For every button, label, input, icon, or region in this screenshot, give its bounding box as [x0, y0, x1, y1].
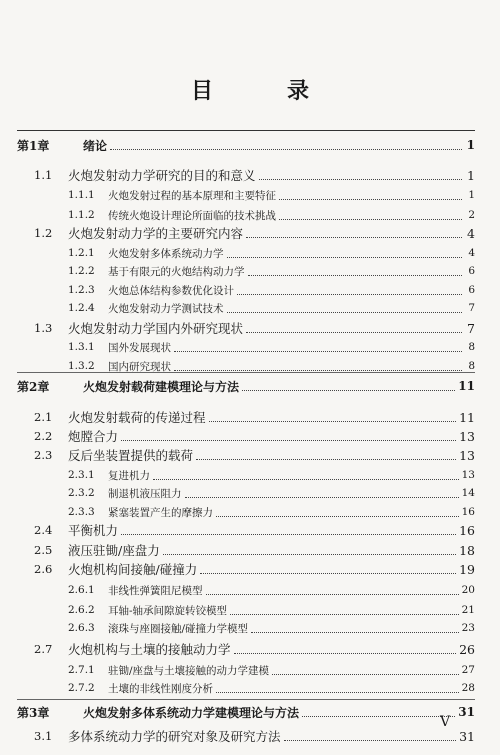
- page-number: V: [440, 714, 451, 730]
- toc-entry-title: 反后坐装置提供的载荷: [68, 448, 194, 463]
- toc-entry-page: 1: [466, 138, 475, 152]
- dot-leader: [284, 739, 457, 741]
- toc-entry-page: 18: [459, 542, 475, 558]
- toc-entry-page: 26: [459, 641, 475, 657]
- toc-entry-sub[interactable]: [17, 186, 475, 204]
- dot-leader: [251, 631, 459, 633]
- toc-entry-title: 火炮发射过程的基本原理和主要特征: [108, 189, 276, 202]
- toc-entry-sub[interactable]: [17, 338, 475, 356]
- toc-entry-sub[interactable]: [17, 484, 475, 502]
- toc-entry-number: 2.7.2: [68, 682, 95, 694]
- toc-entry-page: 6: [468, 284, 475, 296]
- dot-leader: [196, 458, 456, 460]
- toc-entry-number: 2.7: [34, 642, 53, 656]
- toc-entry-title: 火炮总体结构参数优化设计: [108, 284, 234, 297]
- toc-entry-title: 平衡机力: [68, 523, 119, 538]
- toc-entry-section[interactable]: [17, 446, 475, 464]
- toc-entry-page: 6: [468, 265, 475, 277]
- toc-entry-section[interactable]: [17, 541, 475, 559]
- toc-entry-page: 20: [461, 584, 475, 596]
- toc-entry-page: 11: [459, 409, 475, 425]
- dot-leader: [209, 420, 457, 422]
- toc-entry-number: 1.3: [34, 321, 53, 335]
- dot-leader: [227, 256, 463, 258]
- dot-leader: [206, 593, 459, 595]
- toc-entry-page: 13: [461, 469, 475, 481]
- toc-entry-title: 多体系统动力学的研究对象及研究方法: [68, 729, 281, 744]
- toc-entry-page: 23: [461, 622, 475, 634]
- toc-entry-section[interactable]: [17, 521, 475, 539]
- toc-entry-title: 制退机液压阻力: [108, 487, 182, 500]
- toc-entry-title: 土壤的非线性刚度分析: [108, 682, 213, 695]
- toc-entry-section[interactable]: [17, 319, 475, 337]
- header-rule: [17, 130, 475, 131]
- toc-entry-sub[interactable]: [17, 206, 475, 224]
- dot-leader: [230, 613, 459, 615]
- toc-entry-title: 国外发展现状: [108, 341, 171, 354]
- toc-entry-title: 国内研究现状: [108, 360, 171, 373]
- toc-entry-section[interactable]: [17, 224, 475, 242]
- toc-entry-number: 1.2.4: [68, 302, 95, 314]
- toc-entry-number: 2.6: [34, 562, 53, 576]
- toc-entry-number: 第1章: [17, 138, 50, 153]
- dot-leader: [279, 218, 462, 220]
- dot-leader: [216, 691, 459, 693]
- toc-entry-number: 第2章: [17, 379, 50, 394]
- toc-entry-title: 滚珠与座圈接触/碰撞力学模型: [108, 622, 249, 635]
- toc-entry-section[interactable]: [17, 727, 475, 745]
- toc-entry-page: 28: [461, 682, 475, 694]
- toc-entry-page: 11: [458, 379, 475, 393]
- toc-entry-title: 火炮发射多体系统动力学: [108, 247, 224, 260]
- toc-entry-title: 火炮发射多体系统动力学建模理论与方法: [83, 705, 300, 720]
- toc-entry-number: 3.1: [34, 729, 53, 743]
- toc-entry-title: 火炮机构与土壤的接触动力学: [68, 642, 231, 657]
- toc-entry-number: 2.3: [34, 448, 53, 462]
- toc-entry-number: 2.6.1: [68, 584, 95, 596]
- toc-entry-page: 13: [459, 428, 475, 444]
- dot-leader: [174, 369, 462, 371]
- dot-leader: [234, 652, 457, 654]
- toc-entry-title: 火炮发射动力学的主要研究内容: [68, 226, 244, 241]
- toc-entry-sub[interactable]: [17, 619, 475, 637]
- toc-entry-title: 传统火炮设计理论所面临的技术挑战: [108, 209, 276, 222]
- dot-leader: [246, 331, 462, 333]
- toc-entry-section[interactable]: [17, 560, 475, 578]
- toc-entry-number: 2.5: [34, 543, 53, 557]
- toc-entry-sub[interactable]: [17, 679, 475, 697]
- toc-entry-page: 4: [468, 247, 475, 259]
- dot-leader: [246, 236, 462, 238]
- toc-entry-page: 8: [468, 360, 475, 372]
- toc-entry-title: 耳轴-轴承间隙旋转铰模型: [108, 604, 228, 617]
- dot-leader: [110, 148, 462, 150]
- toc-entry-number: 2.4: [34, 523, 53, 537]
- toc-entry-number: 2.6.2: [68, 604, 95, 616]
- toc-entry-sub[interactable]: [17, 661, 475, 679]
- dot-leader: [302, 715, 455, 717]
- toc-entry-title: 火炮机构间接触/碰撞力: [68, 562, 198, 577]
- toc-entry-number: 第3章: [17, 705, 50, 720]
- dot-leader: [227, 311, 463, 313]
- chapter-divider: [17, 699, 475, 700]
- toc-entry-page: 31: [458, 705, 475, 719]
- dot-leader: [237, 293, 462, 295]
- chapter-divider: [17, 372, 475, 373]
- toc-entry-sub[interactable]: [17, 503, 475, 521]
- toc-entry-number: 1.1.2: [68, 209, 95, 221]
- toc-entry-title: 火炮发射动力学测试技术: [108, 302, 224, 315]
- toc-entry-number: 1.2: [34, 226, 53, 240]
- toc-entry-page: 16: [461, 506, 475, 518]
- dot-leader: [248, 274, 463, 276]
- toc-entry-page: 14: [461, 487, 475, 499]
- toc-entry-title: 非线性弹簧阻尼模型: [108, 584, 203, 597]
- dot-leader: [163, 553, 456, 555]
- toc-entry-title: 紧塞装置产生的摩擦力: [108, 506, 213, 519]
- toc-entry-number: 1.2.2: [68, 265, 95, 277]
- dot-leader: [259, 178, 462, 180]
- toc-entry-page: 8: [468, 341, 475, 353]
- toc-entry-title: 基于有限元的火炮结构动力学: [108, 265, 245, 278]
- toc-entry-number: 2.2: [34, 429, 53, 443]
- toc-entry-sub[interactable]: [17, 299, 475, 317]
- toc-entry-title: 火炮发射载荷的传递过程: [68, 410, 206, 425]
- toc-entry-page: 13: [459, 447, 475, 463]
- dot-leader: [242, 389, 455, 391]
- dot-leader: [121, 439, 456, 441]
- dot-leader: [200, 572, 456, 574]
- toc-entry-page: 7: [467, 320, 475, 336]
- toc-entry-sub[interactable]: [17, 281, 475, 299]
- toc-entry-number: 1.3.2: [68, 360, 95, 372]
- toc-entry-page: 16: [459, 522, 475, 538]
- toc-entry-page: 19: [459, 561, 475, 577]
- toc-entry-page: 27: [461, 664, 475, 676]
- toc-entry-number: 2.6.3: [68, 622, 95, 634]
- page-title: 目 录: [190, 78, 335, 104]
- toc-entry-sub[interactable]: [17, 581, 475, 599]
- toc-entry-page: 7: [468, 302, 475, 314]
- toc-entry-sub[interactable]: [17, 466, 475, 484]
- toc-entry-number: 2.3.3: [68, 506, 95, 518]
- toc-entry-chapter[interactable]: [17, 703, 475, 721]
- toc-entry-number: 2.7.1: [68, 664, 95, 676]
- toc-entry-page: 2: [468, 209, 475, 221]
- toc-entry-section[interactable]: [17, 408, 475, 426]
- toc-entry-number: 2.3.1: [68, 469, 95, 481]
- toc-entry-chapter[interactable]: [17, 377, 475, 395]
- dot-leader: [279, 198, 462, 200]
- toc-entry-number: 1.2.1: [68, 247, 95, 259]
- toc-entry-page: 31: [459, 728, 475, 744]
- toc-entry-page: 4: [467, 225, 475, 241]
- toc-entry-section[interactable]: [17, 166, 475, 184]
- toc-entry-sub[interactable]: [17, 262, 475, 280]
- toc-entry-title: 火炮发射动力学研究的目的和意义: [68, 168, 256, 183]
- dot-leader: [174, 350, 462, 352]
- toc-entry-page: 1: [468, 189, 475, 201]
- toc-entry-page: 21: [461, 604, 475, 616]
- toc-entry-sub[interactable]: [17, 601, 475, 619]
- dot-leader: [185, 496, 459, 498]
- toc-entry-title: 火炮发射载荷建模理论与方法: [83, 379, 240, 394]
- toc-entry-number: 2.1: [34, 410, 53, 424]
- toc-entry-title: 火炮发射动力学国内外研究现状: [68, 321, 244, 336]
- toc-entry-section[interactable]: [17, 640, 475, 658]
- toc-entry-number: 1.3.1: [68, 341, 95, 353]
- dot-leader: [153, 478, 459, 480]
- toc-entry-number: 1.2.3: [68, 284, 95, 296]
- toc-entry-title: 炮膛合力: [68, 429, 119, 444]
- toc-entry-number: 1.1.1: [68, 189, 95, 201]
- toc-entry-page: 1: [467, 167, 475, 183]
- toc-entry-title: 液压驻锄/座盘力: [68, 543, 160, 558]
- toc-entry-title: 绪论: [83, 138, 108, 153]
- toc-entry-section[interactable]: [17, 427, 475, 445]
- toc-entry-number: 1.1: [34, 168, 53, 182]
- toc-entry-number: 2.3.2: [68, 487, 95, 499]
- toc-entry-title: 复进机力: [108, 469, 150, 482]
- dot-leader: [121, 533, 456, 535]
- toc-entry-sub[interactable]: [17, 244, 475, 262]
- toc-entry-chapter[interactable]: [17, 136, 475, 154]
- dot-leader: [216, 515, 459, 517]
- dot-leader: [272, 673, 459, 675]
- toc-entry-title: 驻锄/座盘与土壤接触的动力学建模: [108, 664, 270, 677]
